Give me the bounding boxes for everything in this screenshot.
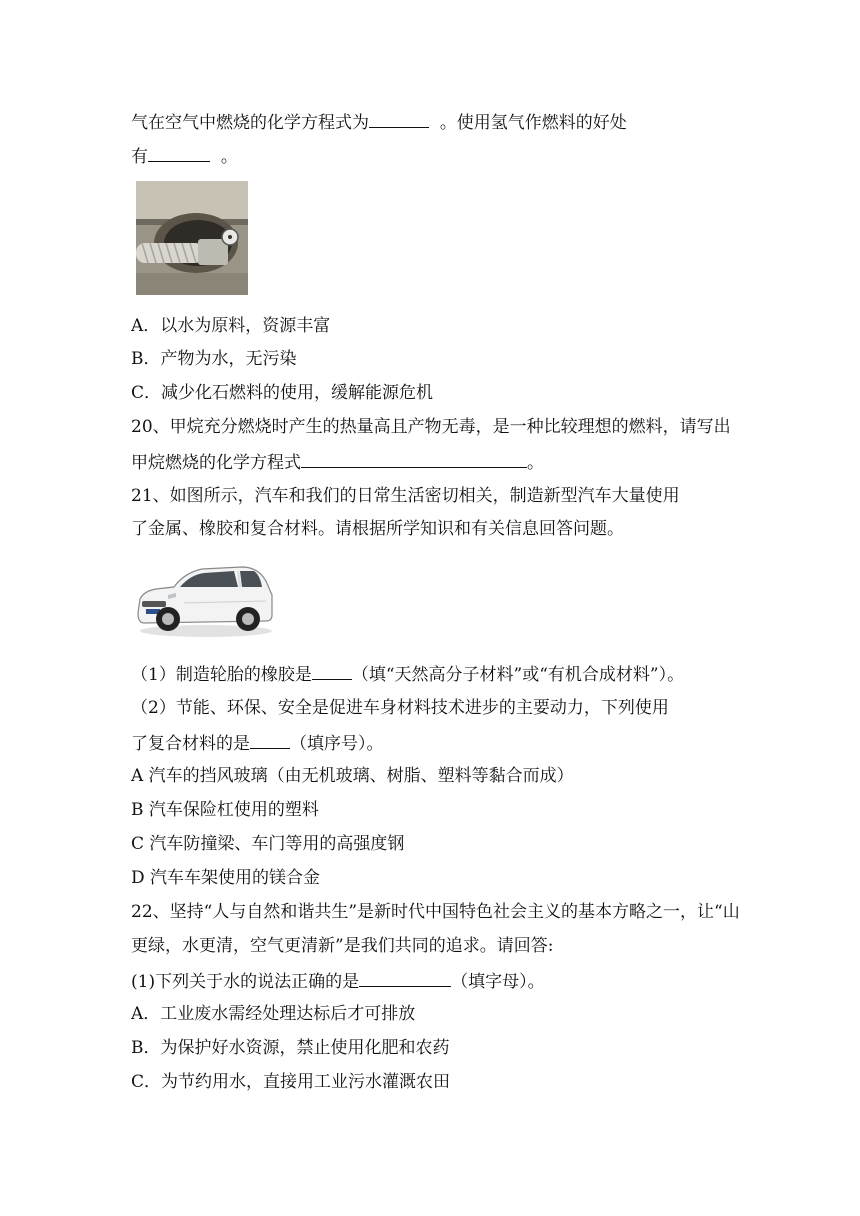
question-22 — [131, 900, 740, 924]
text: A 汽车的挡风玻璃（由无机玻璃、树脂、塑料等黏合而成） — [131, 766, 574, 786]
text: (1)下列关于水的说法正确的是 — [131, 972, 360, 992]
answer-blank[interactable] — [359, 968, 451, 987]
option-a — [131, 764, 574, 788]
text: B．产物为水，无污染 — [131, 349, 297, 369]
text: 。 — [220, 147, 238, 167]
text: 有 — [131, 147, 148, 167]
text: 。使用氢气作燃料的好处 — [439, 113, 627, 133]
text-line — [131, 109, 627, 135]
question-20 — [131, 415, 731, 439]
option-c — [131, 832, 404, 856]
option-b — [131, 1036, 450, 1060]
answer-blank[interactable] — [301, 449, 527, 468]
text: 21、如图所示，汽车和我们的日常生活密切相关，制造新型汽车大量使用 — [131, 486, 680, 506]
option-b — [131, 798, 319, 822]
text: 气在空气中燃烧的化学方程式为 — [131, 113, 369, 133]
text: C．减少化石燃料的使用，缓解能源危机 — [131, 383, 434, 403]
text: B．为保护好水资源，禁止使用化肥和农药 — [131, 1038, 450, 1058]
text: （2）节能、环保、安全是促进车身材料技术进步的主要动力，下列使用 — [131, 698, 669, 718]
text: 甲烷燃烧的化学方程式 — [131, 453, 301, 473]
text: 更绿，水更清，空气更清新”是我们共同的追求。请回答: — [131, 936, 554, 956]
question-22-cont — [131, 934, 553, 958]
suv-car-photo — [130, 557, 276, 639]
text: 22、坚持“人与自然和谐共生”是新时代中国特色社会主义的基本方略之一，让“山 — [131, 902, 740, 922]
option-a — [131, 1002, 415, 1026]
option-b — [131, 347, 297, 371]
option-a — [131, 314, 330, 338]
text: （填“天然高分子材料”或“有机合成材料”）。 — [351, 665, 685, 685]
question-21-2-cont — [131, 730, 384, 756]
text: 20、甲烷充分燃烧时产生的热量高且产物无毒，是一种比较理想的燃料，请写出 — [131, 417, 731, 437]
option-d — [131, 866, 320, 890]
text-line — [131, 143, 238, 169]
option-c — [131, 381, 433, 405]
question-20-cont — [131, 449, 544, 475]
text: A．以水为原料，资源丰富 — [131, 316, 331, 336]
question-21-cont — [131, 517, 624, 541]
text: 。 — [527, 453, 544, 473]
question-21 — [131, 484, 680, 508]
answer-blank[interactable] — [312, 661, 352, 680]
text: A．工业废水需经处理达标后才可排放 — [131, 1004, 416, 1024]
text: C．为节约用水，直接用工业污水灌溉农田 — [131, 1072, 451, 1092]
question-22-1 — [131, 968, 545, 994]
answer-blank[interactable] — [148, 143, 210, 162]
text: D 汽车车架使用的镁合金 — [131, 868, 321, 888]
hydrogen-fueling-photo — [136, 181, 248, 295]
question-21-1 — [131, 661, 684, 687]
text: B 汽车保险杠使用的塑料 — [131, 800, 319, 820]
text: 了复合材料的是 — [131, 734, 250, 754]
answer-blank[interactable] — [369, 109, 429, 128]
text: C 汽车防撞梁、车门等用的高强度钢 — [131, 834, 405, 854]
text: （填字母）。 — [451, 972, 545, 992]
text: 了金属、橡胶和复合材料。请根据所学知识和有关信息回答问题。 — [131, 519, 624, 539]
answer-blank[interactable] — [250, 730, 290, 749]
text: （1）制造轮胎的橡胶是 — [131, 665, 312, 685]
option-c — [131, 1070, 450, 1094]
text: （填序号）。 — [290, 734, 384, 754]
question-21-2 — [131, 696, 669, 720]
